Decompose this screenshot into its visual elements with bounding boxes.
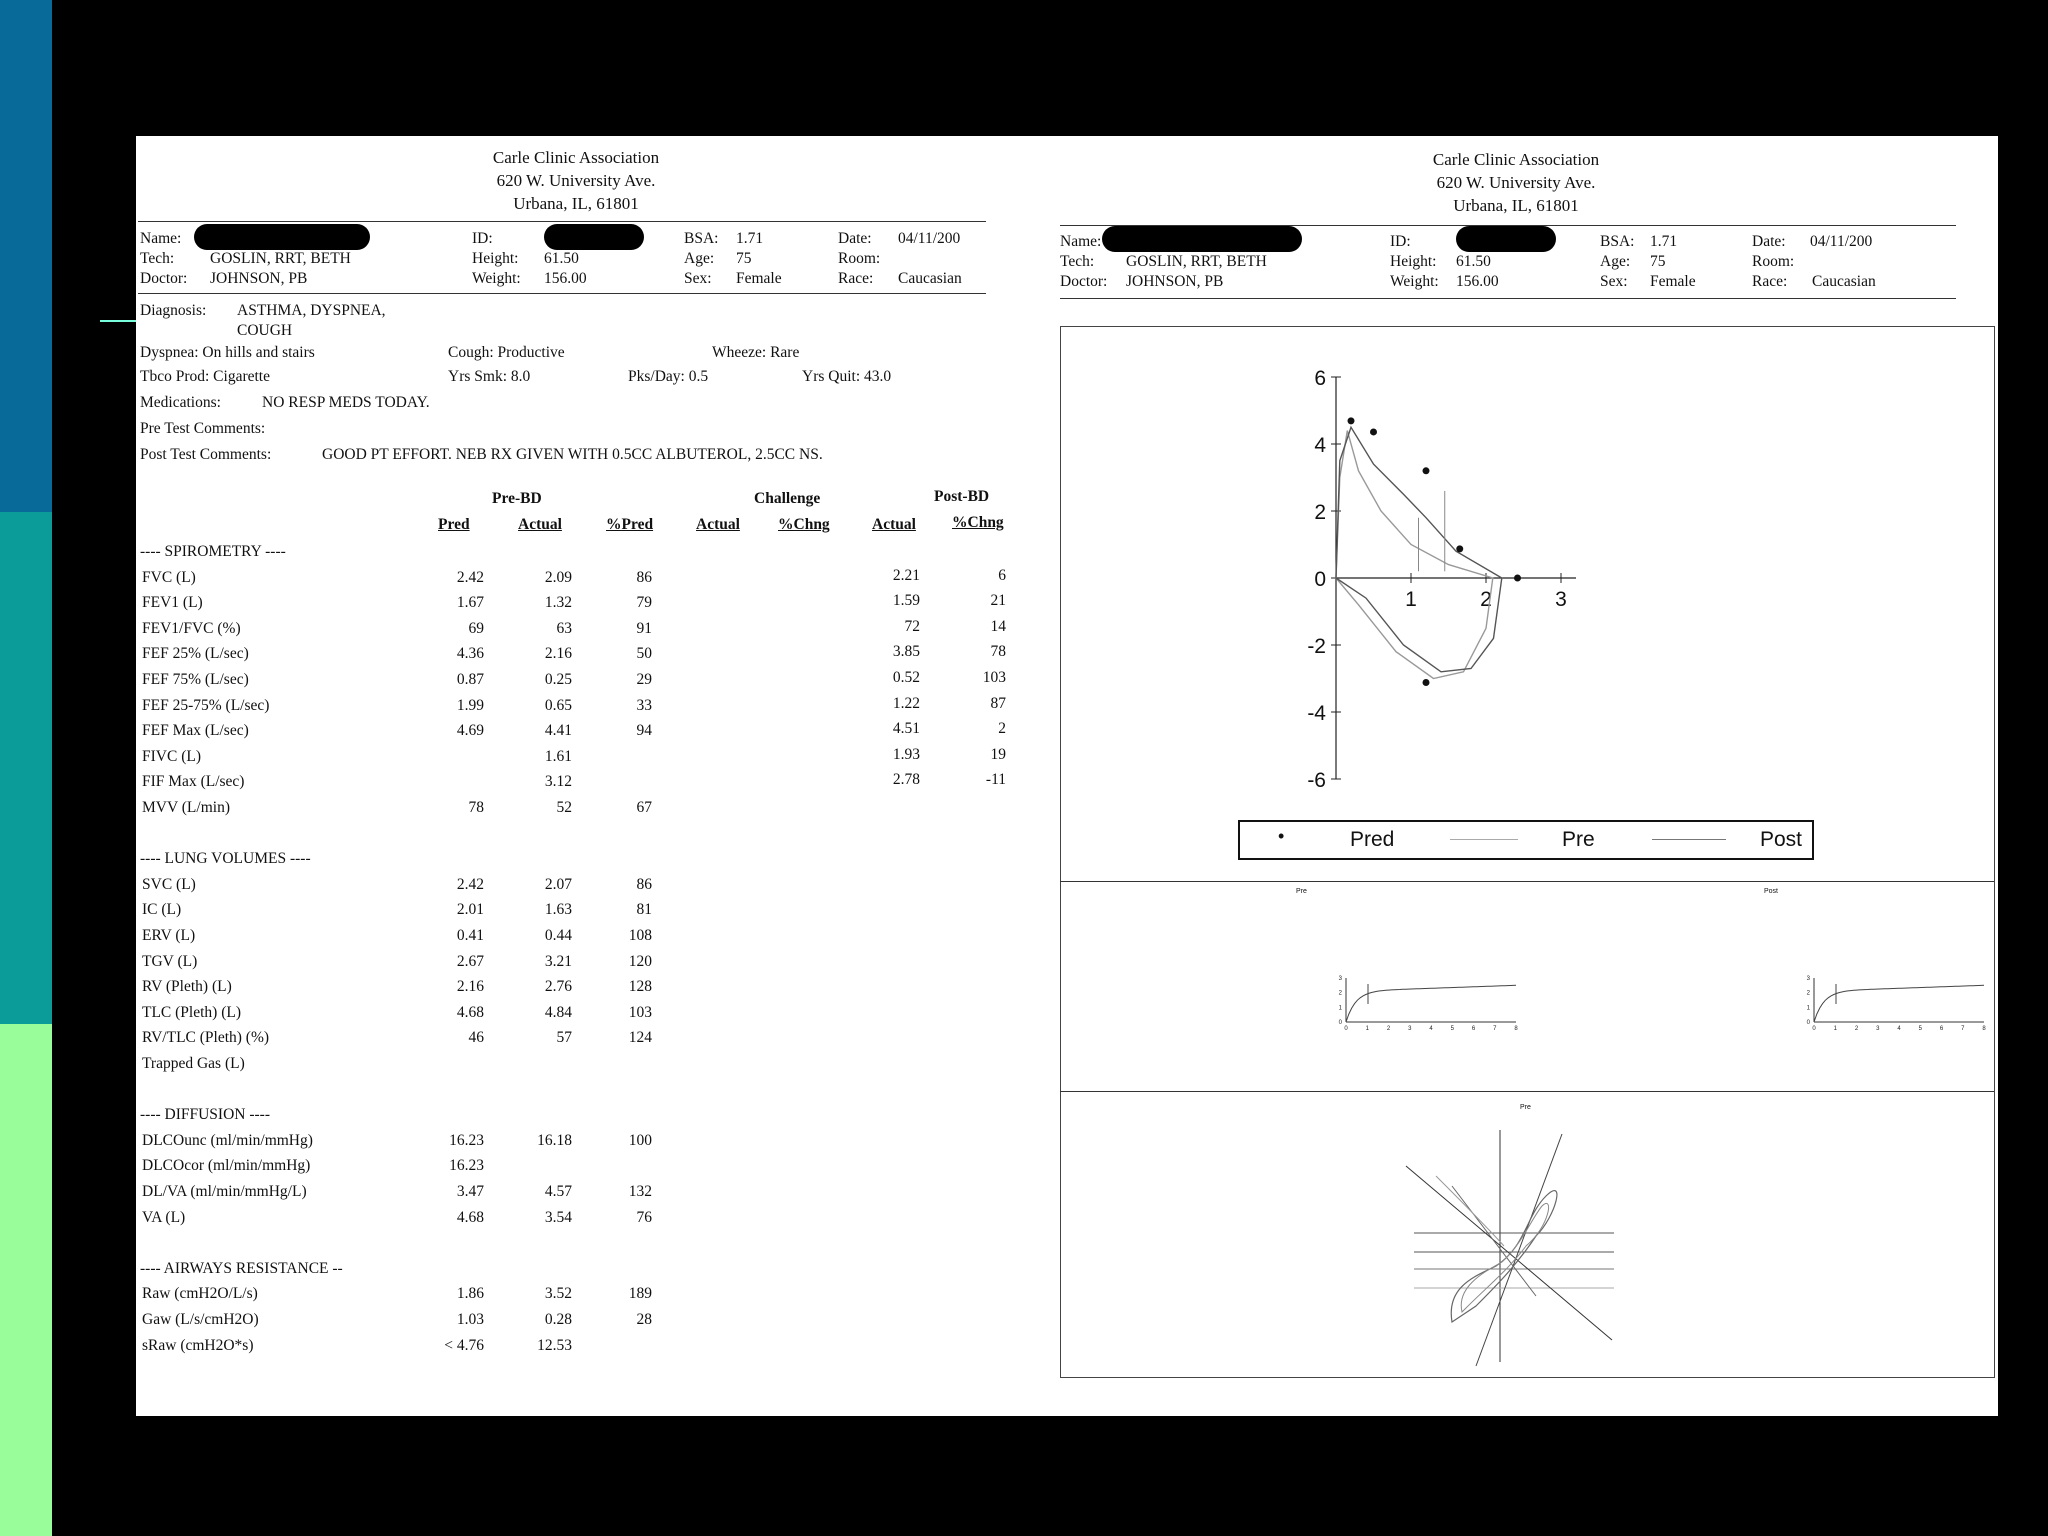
row-label: sRaw (cmH2O*s) bbox=[142, 1336, 254, 1354]
small-chart-pre-x-tick: 1 bbox=[1365, 1026, 1369, 1032]
redacted-id bbox=[544, 224, 644, 250]
cell-chng: 78 bbox=[990, 643, 1006, 661]
section-title: ---- DIFFUSION ---- bbox=[140, 1106, 271, 1124]
pred-point bbox=[1423, 679, 1430, 686]
cell-pct: 76 bbox=[636, 1208, 652, 1226]
row-label: DL/VA (ml/min/mmHg/L) bbox=[142, 1183, 307, 1200]
cell-pct: 67 bbox=[636, 799, 652, 816]
doctor-label-right: Doctor: bbox=[1060, 273, 1108, 290]
section-title: ---- AIRWAYS RESISTANCE -- bbox=[140, 1259, 343, 1277]
years-smoked: Yrs Smk: 8.0 bbox=[448, 368, 531, 385]
cell-actual: 1.61 bbox=[544, 747, 572, 765]
date-label-right: Date: bbox=[1752, 233, 1786, 250]
group-pre-bd: Pre-BD bbox=[492, 490, 542, 507]
x-tick-label: 1 bbox=[1405, 588, 1417, 611]
y-tick-label: 4 bbox=[1314, 434, 1326, 457]
height-value-right: 61.50 bbox=[1456, 253, 1491, 270]
small-chart-post-y-tick: 1 bbox=[1806, 1005, 1810, 1012]
y-tick-label: 0 bbox=[1314, 568, 1326, 591]
small-chart-pre-x-tick: 4 bbox=[1429, 1026, 1433, 1032]
row-label: DLCOunc (ml/min/mmHg) bbox=[142, 1131, 313, 1149]
cell-pred: 16.23 bbox=[449, 1157, 484, 1175]
height-label-right: Height: bbox=[1390, 253, 1437, 270]
y-tick-label: 2 bbox=[1314, 501, 1326, 524]
cell-pred: 4.69 bbox=[456, 722, 484, 740]
cell-actual: 2.09 bbox=[544, 568, 572, 586]
cell-pred: 4.68 bbox=[456, 1003, 484, 1021]
small-chart-pre-y-tick: 1 bbox=[1338, 1005, 1342, 1012]
room-label: Room: bbox=[838, 250, 881, 267]
slide-accent-bar-middle bbox=[0, 512, 52, 1024]
col-post-chng: %Chng bbox=[952, 514, 1004, 531]
cell-chng: 6 bbox=[998, 566, 1006, 584]
cell-actual: 3.54 bbox=[544, 1208, 572, 1226]
cell-actual: 4.84 bbox=[544, 1003, 572, 1021]
small-chart-post-y-tick: 0 bbox=[1806, 1020, 1810, 1026]
age-label-right: Age: bbox=[1600, 253, 1631, 270]
pred-point bbox=[1456, 545, 1463, 552]
doctor-label: Doctor: bbox=[140, 270, 188, 287]
cell-pred: 1.03 bbox=[456, 1311, 484, 1328]
cell-pct: 81 bbox=[636, 901, 652, 919]
small-chart-post-x-tick: 1 bbox=[1833, 1026, 1837, 1032]
header-rule bbox=[138, 221, 986, 222]
dyspnea: Dyspnea: On hills and stairs bbox=[140, 344, 315, 361]
legend-pred-marker: • bbox=[1278, 826, 1285, 846]
age-label: Age: bbox=[684, 250, 715, 267]
row-label: IC (L) bbox=[142, 901, 182, 919]
small-chart-pre-x-tick: 0 bbox=[1344, 1026, 1348, 1032]
packs-per-day: Pks/Day: 0.5 bbox=[628, 368, 709, 385]
cell-pred: 4.68 bbox=[456, 1208, 484, 1226]
right-report-page bbox=[1056, 136, 1998, 1416]
cell-actual: 0.25 bbox=[544, 671, 572, 688]
clinic-name-right: Carle Clinic Association bbox=[1432, 150, 1600, 169]
pred-point bbox=[1348, 417, 1355, 424]
bsa-label-right: BSA: bbox=[1600, 233, 1635, 250]
cell-pct: 91 bbox=[636, 619, 652, 637]
row-label: TLC (Pleth) (L) bbox=[142, 1003, 242, 1021]
cell-pct: 33 bbox=[636, 696, 652, 714]
resistance-loop bbox=[1451, 1191, 1557, 1322]
legend-post-label: Post bbox=[1760, 828, 1803, 851]
bottom-chart-title: Pre bbox=[1520, 1104, 1531, 1111]
small-chart-pre-x-tick: 6 bbox=[1471, 1026, 1476, 1032]
legend-pre-line bbox=[1450, 839, 1518, 840]
age-value: 75 bbox=[736, 250, 752, 267]
row-label: DLCOcor (ml/min/mmHg) bbox=[142, 1157, 311, 1175]
cell-pct: 29 bbox=[636, 671, 652, 688]
small-chart-post-curve bbox=[1814, 985, 1984, 1022]
small-chart-post-x-tick: 5 bbox=[1918, 1026, 1922, 1032]
race-value: Caucasian bbox=[898, 270, 962, 287]
small-chart-pre-x-tick: 2 bbox=[1386, 1026, 1391, 1032]
cell-pred: 2.42 bbox=[456, 875, 484, 893]
tech-value-right: GOSLIN, RRT, BETH bbox=[1126, 253, 1267, 270]
tech-label-right: Tech: bbox=[1060, 253, 1095, 270]
y-tick-label: 6 bbox=[1314, 367, 1326, 390]
cell-pct: 120 bbox=[628, 952, 652, 970]
cell-actual: 4.41 bbox=[544, 722, 572, 740]
cell-post: 1.93 bbox=[892, 745, 920, 763]
small-chart-pre-x-tick: 5 bbox=[1450, 1026, 1454, 1032]
cell-pct: 94 bbox=[636, 722, 652, 740]
patient-rule bbox=[138, 293, 986, 294]
small-chart-post-x-tick: 8 bbox=[1982, 1026, 1986, 1032]
bsa-value-right: 1.71 bbox=[1650, 233, 1678, 250]
cell-actual: 4.57 bbox=[544, 1183, 572, 1200]
small-chart-post-x-tick: 0 bbox=[1812, 1026, 1816, 1032]
slide-accent-bar-bottom bbox=[0, 1024, 52, 1536]
clinic-name: Carle Clinic Association bbox=[492, 148, 660, 167]
row-label: VA (L) bbox=[142, 1208, 186, 1226]
name-label: Name: bbox=[140, 230, 182, 247]
date-value: 04/11/200 bbox=[898, 230, 961, 247]
tobacco-product: Tbco Prod: Cigarette bbox=[140, 368, 270, 385]
post-test-comments: GOOD PT EFFORT. NEB RX GIVEN WITH 0.5CC ALBUTEROL, 2.5CC NS. bbox=[322, 446, 823, 463]
clinic-city: Urbana, IL, 61801 bbox=[513, 194, 639, 213]
flow-volume-loop-chart bbox=[1056, 136, 1998, 1416]
pre-test-comments: Pre Test Comments: bbox=[140, 420, 266, 437]
loop-diagonal-line bbox=[1452, 1186, 1536, 1296]
room-label-right: Room: bbox=[1752, 253, 1795, 270]
cell-chng: -11 bbox=[985, 771, 1006, 789]
cell-post: 2.78 bbox=[892, 771, 920, 789]
col-post-actual: Actual bbox=[872, 516, 916, 533]
cell-pred: 0.87 bbox=[456, 671, 484, 688]
clinic-header bbox=[446, 146, 706, 215]
weight-label: Weight: bbox=[472, 270, 521, 287]
cell-chng: 103 bbox=[982, 669, 1006, 686]
accent-tick bbox=[100, 320, 140, 322]
height-label: Height: bbox=[472, 250, 519, 267]
cell-pred: 1.67 bbox=[456, 594, 484, 612]
cell-post: 1.59 bbox=[892, 592, 920, 610]
diagnosis-line-1: ASTHMA, DYSPNEA, bbox=[237, 302, 386, 319]
height-value: 61.50 bbox=[544, 250, 579, 267]
tech-label: Tech: bbox=[140, 250, 175, 267]
col-challenge-actual: Actual bbox=[696, 516, 740, 533]
cell-actual: 1.32 bbox=[544, 594, 572, 612]
legend-post-line bbox=[1652, 839, 1726, 840]
sex-label: Sex: bbox=[684, 270, 712, 287]
small-chart-pre-x-tick: 3 bbox=[1408, 1026, 1412, 1032]
loop-diagonal-line bbox=[1406, 1166, 1612, 1340]
cell-chng: 19 bbox=[990, 745, 1006, 763]
cell-pct: 100 bbox=[628, 1131, 652, 1149]
cell-pct: 128 bbox=[628, 978, 652, 996]
small-chart-pre-curve bbox=[1346, 985, 1516, 1022]
id-label: ID: bbox=[472, 230, 493, 247]
cell-actual: 2.76 bbox=[544, 978, 572, 996]
row-label: FEF 25-75% (L/sec) bbox=[142, 696, 270, 714]
small-chart-post-x-tick: 3 bbox=[1876, 1026, 1880, 1032]
slide-accent-bar-top bbox=[0, 0, 52, 512]
y-tick-label: -6 bbox=[1307, 769, 1326, 792]
weight-label-right: Weight: bbox=[1390, 273, 1439, 290]
cell-pred: 2.16 bbox=[456, 978, 484, 996]
report-scan bbox=[136, 136, 1998, 1416]
small-chart-post-y-tick: 3 bbox=[1806, 976, 1810, 982]
doctor-value: JOHNSON, PB bbox=[210, 270, 308, 287]
cell-post: 3.85 bbox=[892, 643, 920, 661]
cell-actual: 12.53 bbox=[537, 1336, 572, 1354]
group-post-bd: Post-BD bbox=[934, 488, 990, 505]
row-label: FEV1/FVC (%) bbox=[142, 619, 241, 637]
clinic-address-right: 620 W. University Ave. bbox=[1436, 173, 1596, 192]
pre-curve bbox=[1336, 431, 1493, 679]
legend-pre-label: Pre bbox=[1562, 828, 1595, 851]
cell-pct: 124 bbox=[628, 1029, 652, 1047]
small-chart-post-x-tick: 7 bbox=[1961, 1026, 1965, 1032]
doctor-value-right: JOHNSON, PB bbox=[1126, 273, 1224, 290]
col-actual: Actual bbox=[518, 516, 562, 533]
sex-value: Female bbox=[736, 270, 782, 287]
cell-pred: 2.42 bbox=[456, 568, 484, 586]
row-label: FEF 75% (L/sec) bbox=[142, 671, 249, 688]
small-chart-post-y-tick: 2 bbox=[1806, 990, 1810, 997]
cell-chng: 2 bbox=[998, 720, 1006, 738]
cell-actual: 2.16 bbox=[544, 645, 572, 663]
name-label-right: Name: bbox=[1060, 233, 1102, 250]
age-value-right: 75 bbox=[1650, 253, 1666, 270]
sex-value-right: Female bbox=[1650, 273, 1696, 290]
cell-pred: 3.47 bbox=[456, 1183, 484, 1200]
cell-pct: 189 bbox=[628, 1285, 652, 1303]
pred-point bbox=[1423, 467, 1430, 474]
row-label: RV (Pleth) (L) bbox=[142, 978, 232, 996]
row-label: FVC (L) bbox=[142, 568, 196, 586]
cell-pred: 1.99 bbox=[456, 696, 484, 714]
group-challenge: Challenge bbox=[754, 490, 821, 507]
cell-actual: 3.52 bbox=[544, 1285, 572, 1303]
cell-pct: 86 bbox=[636, 875, 652, 893]
chart-legend bbox=[1238, 820, 1814, 860]
cell-pct: 86 bbox=[636, 568, 652, 586]
tech-value: GOSLIN, RRT, BETH bbox=[210, 250, 351, 267]
x-tick-label: 2 bbox=[1480, 588, 1492, 611]
cell-actual: 52 bbox=[556, 799, 572, 816]
x-tick-label: 3 bbox=[1555, 588, 1567, 611]
row-label: Gaw (L/s/cmH2O) bbox=[142, 1311, 259, 1328]
pred-point bbox=[1370, 428, 1377, 435]
small-chart-pre-y-tick: 3 bbox=[1338, 976, 1342, 982]
row-label: FIF Max (L/sec) bbox=[142, 773, 245, 791]
cell-pct: 132 bbox=[628, 1183, 652, 1200]
cell-actual: 3.12 bbox=[544, 773, 572, 791]
row-label: RV/TLC (Pleth) (%) bbox=[142, 1029, 270, 1047]
y-tick-label: -2 bbox=[1307, 635, 1326, 658]
weight-value-right: 156.00 bbox=[1456, 273, 1499, 290]
cell-actual: 16.18 bbox=[537, 1131, 572, 1149]
col-challenge-chng: %Chng bbox=[778, 516, 830, 533]
small-chart-post-x-tick: 6 bbox=[1939, 1026, 1944, 1032]
cell-chng: 14 bbox=[990, 617, 1006, 635]
date-value-right: 04/11/200 bbox=[1810, 233, 1873, 250]
date-label: Date: bbox=[838, 230, 872, 247]
cell-pred: 16.23 bbox=[449, 1131, 484, 1149]
small-chart-pre-y-tick: 0 bbox=[1338, 1020, 1342, 1026]
cell-actual: 0.65 bbox=[544, 696, 572, 714]
medications-label: Medications: bbox=[140, 394, 221, 411]
legend-pred-label: Pred bbox=[1350, 828, 1395, 851]
cell-pct: 50 bbox=[636, 645, 652, 663]
cell-post: 1.22 bbox=[892, 694, 920, 712]
cell-pred: 78 bbox=[468, 799, 484, 816]
row-label: SVC (L) bbox=[142, 875, 196, 893]
race-label: Race: bbox=[838, 270, 874, 287]
row-label: Raw (cmH2O/L/s) bbox=[142, 1285, 258, 1303]
cell-actual: 0.44 bbox=[544, 927, 572, 944]
loop-diagonal-line bbox=[1476, 1134, 1562, 1366]
cell-actual: 1.63 bbox=[544, 901, 572, 919]
cell-pred: 46 bbox=[468, 1029, 484, 1047]
row-label: TGV (L) bbox=[142, 952, 198, 970]
row-label: ERV (L) bbox=[142, 927, 196, 944]
cell-actual: 2.07 bbox=[544, 875, 572, 893]
diagnosis-label: Diagnosis: bbox=[140, 302, 207, 319]
cell-pred: 4.36 bbox=[456, 645, 484, 663]
small-chart-post-x-tick: 2 bbox=[1854, 1026, 1859, 1032]
cell-chng: 21 bbox=[990, 592, 1006, 610]
cough: Cough: Productive bbox=[448, 344, 565, 361]
small-chart-pre-x-tick: 7 bbox=[1493, 1026, 1497, 1032]
cell-pred: 1.86 bbox=[456, 1285, 484, 1303]
weight-value: 156.00 bbox=[544, 270, 587, 287]
cell-post: 0.52 bbox=[892, 669, 920, 686]
cell-pred: 2.01 bbox=[456, 901, 484, 919]
cell-pred: 0.41 bbox=[456, 927, 484, 944]
redacted-name bbox=[194, 224, 370, 250]
cell-pct: 108 bbox=[628, 927, 652, 944]
left-report-page bbox=[136, 136, 1051, 1416]
wheeze: Wheeze: Rare bbox=[712, 344, 800, 361]
loop-trace bbox=[1436, 1176, 1504, 1246]
row-label: FEV1 (L) bbox=[142, 594, 203, 612]
cell-pred: 2.67 bbox=[456, 952, 484, 970]
cell-actual: 57 bbox=[556, 1029, 572, 1047]
col-pct-pred: %Pred bbox=[606, 516, 654, 533]
cell-post: 72 bbox=[904, 617, 920, 635]
cell-pct: 79 bbox=[636, 594, 652, 612]
cell-actual: 63 bbox=[556, 619, 572, 637]
pred-point bbox=[1514, 575, 1521, 582]
row-label: FIVC (L) bbox=[142, 747, 201, 765]
cell-chng: 87 bbox=[990, 694, 1006, 712]
clinic-address: 620 W. University Ave. bbox=[496, 171, 656, 190]
small-chart-right-title: Post bbox=[1764, 888, 1779, 895]
id-label-right: ID: bbox=[1390, 233, 1411, 250]
small-chart-post-x-tick: 4 bbox=[1897, 1026, 1901, 1032]
y-tick-label: -4 bbox=[1307, 702, 1326, 725]
bsa-value: 1.71 bbox=[736, 230, 764, 247]
medications-value: NO RESP MEDS TODAY. bbox=[262, 394, 430, 411]
section-title: ---- LUNG VOLUMES ---- bbox=[140, 850, 311, 868]
race-label-right: Race: bbox=[1752, 273, 1788, 290]
race-value-right: Caucasian bbox=[1812, 273, 1876, 290]
row-label: FEF 25% (L/sec) bbox=[142, 645, 249, 663]
cell-actual: 3.21 bbox=[544, 952, 572, 970]
cell-actual: 0.28 bbox=[544, 1311, 572, 1328]
cell-pred: 69 bbox=[468, 619, 484, 637]
diagnosis-line-2: COUGH bbox=[237, 322, 293, 339]
cell-pct: 28 bbox=[636, 1311, 652, 1328]
sex-label-right: Sex: bbox=[1600, 273, 1628, 290]
section-title: ---- SPIROMETRY ---- bbox=[140, 543, 286, 560]
years-quit: Yrs Quit: 43.0 bbox=[802, 368, 892, 385]
row-label: Trapped Gas (L) bbox=[142, 1055, 245, 1072]
small-chart-pre-x-tick: 8 bbox=[1514, 1026, 1518, 1032]
bsa-label: BSA: bbox=[684, 230, 719, 247]
row-label: FEF Max (L/sec) bbox=[142, 722, 249, 740]
col-pred: Pred bbox=[438, 516, 470, 533]
cell-pct: 103 bbox=[628, 1003, 652, 1021]
cell-post: 4.51 bbox=[892, 720, 920, 738]
small-chart-pre-y-tick: 2 bbox=[1338, 990, 1342, 997]
small-chart-left-title: Pre bbox=[1296, 888, 1307, 895]
cell-post: 2.21 bbox=[892, 566, 920, 584]
row-label: MVV (L/min) bbox=[142, 799, 230, 816]
cell-pred: < 4.76 bbox=[444, 1336, 484, 1354]
post-test-label: Post Test Comments: bbox=[140, 446, 272, 463]
clinic-city-right: Urbana, IL, 61801 bbox=[1453, 196, 1579, 215]
